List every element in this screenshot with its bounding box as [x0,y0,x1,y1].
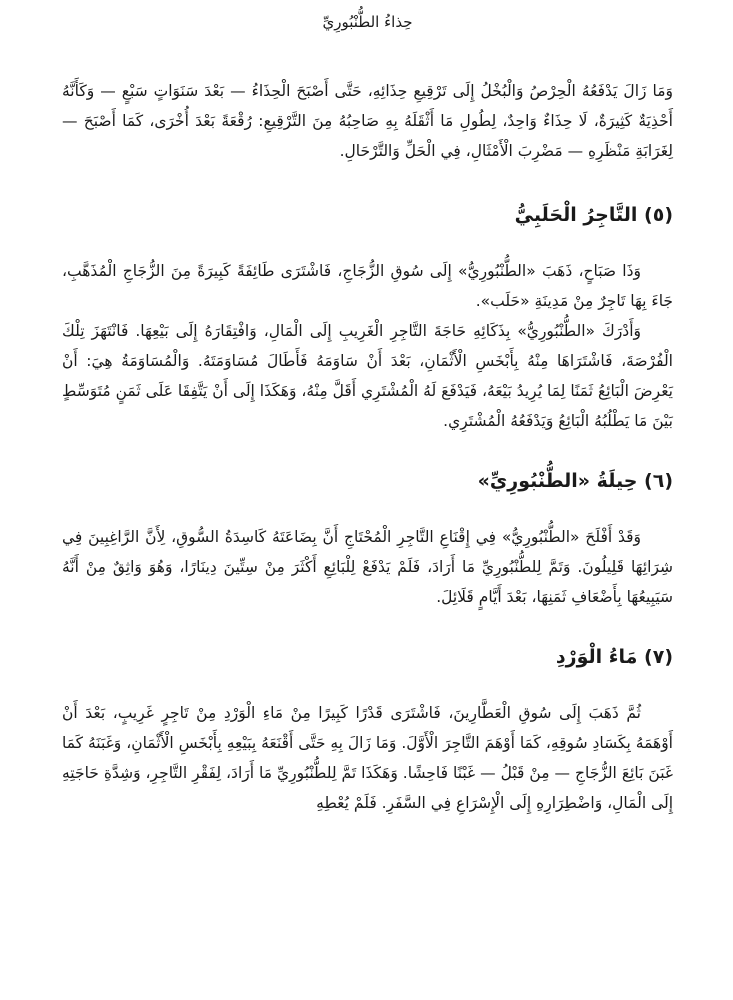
section-title-7: (٧) مَاءُ الْوَرْدِ [555,646,673,668]
section-title-5: (٥) التَّاجِرُ الْحَلَبِيُّ [514,204,673,226]
running-header: حِذاءُ الطُّنْبُورِيِّ [322,13,413,31]
paragraph-trick: وَقَدْ أَفْلَحَ «الطُّنْبُورِيُّ» فِي إِقْنَاعِ التَّاجِرِ الْمُحْتَاجِ أَنَّ بِضَاعَتَهُ كَاسِدَةُ السُّوقِ، لِأَنَّ الرَّاغِبِينَ فِي شِرَائِهَا قَلِيلُونَ. وَتَمَّ لِلطُّنْبُورِيِّ مَا أَرَادَ، فَلَمْ يَدْفَعْ لِلْبَائِعِ أَكْثَرَ مِنْ سِتِّينَ دِينَارًا، وَهُوَ وَاثِقٌ مِنْ أَنَّهُ سَيَبِيعُهَا بِأَضْعَافِ ثَمَنِهَا، بَعْدَ أَيَّامٍ قَلَائِلَ. [62,528,673,606]
paragraph-continuation: وَمَا زَالَ يَدْفَعُهُ الْحِرْصُ وَالْبُخْلُ إِلَى تَرْقِيعِ حِذَائِهِ، حَتَّى أَصْبَحَ الْحِذَاءُ — بَعْدَ سَنَوَاتٍ سَبْعٍ — وَكَأَنَّهُ أَحْذِيَةٌ كَثِيرَةٌ، لَا حِذَاءٌ وَاحِدٌ، لِطُولِ مَا أَثْقَلَهُ بِهِ صَاحِبُهُ مِنَ التَّرْقِيعِ: رُقْعَةً بَعْدَ أُخْرَى، كَمَا أَصْبَحَ — لِغَرَابَةِ مَنْظَرِهِ — مَضْرِبَ الْأَمْثَالِ، فِي الْحَلِّ وَالتَّرْحَالِ. [62,82,673,160]
paragraph-rose-water: ثُمَّ ذَهَبَ إِلَى سُوقِ الْعَطَّارِينَ، فَاشْتَرَى قَدْرًا كَبِيرًا مِنْ مَاءِ الْوَرْدِ مِنْ تَاجِرٍ غَرِيبٍ، بَعْدَ أَنْ أَوْهَمَهُ بِكَسَادِ سُوقِهِ، كَمَا أَوْهَمَ التَّاجِرَ الْأَوَّلَ. وَمَا زَالَ بِهِ حَتَّى أَقْنَعَهُ بِبَيْعِهِ بِأَبْخَسِ الْأَثْمَانِ، وَغَبَنَهُ كَمَا غَبَنَ بَائِعَ الزُّجَاجِ — مِنْ قَبْلُ — غَبْنًا فَاحِشًا. وَهَكَذَا تَمَّ لِلطُّنْبُورِيِّ مَا أَرَادَ، لِفَقْرِ التَّاجِرِ، وَشِدَّةِ حَاجَتِهِ إِلَى الْمَالِ، وَاضْطِرَارِهِ إِلَى الْإِسْرَاعِ فِي السَّفَرِ. فَلَمْ يُعْطِهِ [62,704,673,812]
paragraph-aleppo-merchant: وَذَا صَبَاحٍ، ذَهَبَ «الطُّنْبُورِيُّ» إِلَى سُوقِ الزُّجَاجِ، فَاشْتَرَى طَائِفَةً كَبِيرَةً مِنَ الزُّجَاجِ الْمُذَهَّبِ، جَاءَ بِهَا تَاجِرٌ مِنْ مَدِينَةِ «حَلَب». [62,262,673,310]
section-title-6: (٦) حِيلَةُ «الطُّنْبُورِيِّ» [477,470,673,492]
paragraph-bargaining: وَأَدْرَكَ «الطُّنْبُورِيُّ» بِذَكَائِهِ حَاجَةَ التَّاجِرِ الْغَرِيبِ إِلَى الْمَالِ، وَافْتِقَارَهُ إِلَى بَيْعِهَا. فَانْتَهَزَ تِلْكَ الْفُرْصَةَ، فَاشْتَرَاهَا مِنْهُ بِأَبْخَسِ الْأَثْمَانِ، بَعْدَ أَنْ سَاوَمَهُ فَأَطَالَ مُسَاوَمَتَهُ. وَالْمُسَاوَمَةُ هِيَ: أَنْ يَعْرِضَ الْبَائِعُ ثَمَنًا لِمَا يُرِيدُ بَيْعَهُ، فَيَدْفَعَ لَهُ الْمُشْتَرِي أَقَلَّ مِنْهُ، وَهَكَذَا إِلَى أَنْ يَتَّفِقَا عَلَى ثَمَنٍ مُتَوَسِّطٍ بَيْنَ مَا يَطْلُبُهُ الْبَائِعُ وَيَدْفَعُهُ الْمُشْتَرِي. [62,322,673,430]
